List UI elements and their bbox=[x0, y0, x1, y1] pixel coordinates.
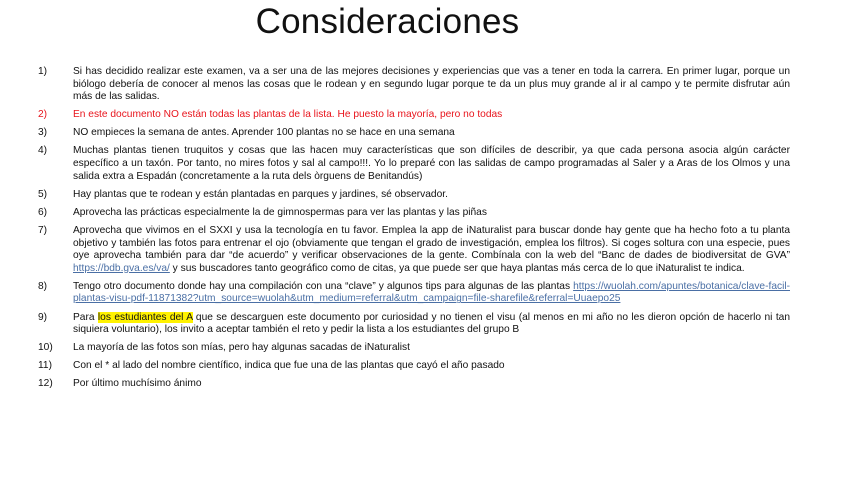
list-item bbox=[38, 189, 790, 202]
list-item bbox=[38, 225, 790, 275]
considerations-list bbox=[38, 66, 790, 396]
item-number: 1) bbox=[38, 66, 48, 77]
item-text: Hay plantas que te rodean y están plantadas en parques y jardines, sé observador. bbox=[73, 188, 448, 200]
item-number: 7) bbox=[38, 224, 48, 236]
list-item bbox=[38, 145, 790, 183]
item-text: Aprovecha las prácticas especialmente la de gimnospermas para ver las plantas y las piñas bbox=[73, 206, 487, 218]
list-item-warning bbox=[38, 109, 790, 122]
item-text: Por último muchísimo ánimo bbox=[73, 378, 202, 390]
list-item bbox=[38, 207, 790, 220]
item-text-part: Para bbox=[73, 311, 98, 323]
list-item bbox=[38, 127, 790, 140]
item-number: 3) bbox=[38, 127, 48, 139]
item-text bbox=[73, 312, 790, 337]
item-number: 8) bbox=[38, 280, 48, 292]
page-title: Consideraciones bbox=[255, 2, 520, 41]
list-item bbox=[38, 66, 790, 104]
item-text: En este documento NO están todas las plantas de la lista. He puesto la mayoría, pero no todas bbox=[73, 109, 503, 121]
item-text: Con el * al lado del nombre científico, indica que fue una de las plantas que cayó el año pasado bbox=[73, 360, 505, 372]
item-number: 10) bbox=[38, 342, 53, 354]
item-number: 11) bbox=[38, 360, 52, 372]
wuolah-link[interactable]: https://wuolah.com/apuntes/botanica/clave-facil-plantas-visu-pdf-11871382?utm_source=wuolah&utm_medium=referral&utm_campaign=file-sharefile&referral=Uuaepo25 bbox=[73, 280, 790, 305]
item-number: 12) bbox=[38, 378, 53, 390]
item-text-part: Aprovecha que vivimos en el SXXI y usa la tecnología en tu favor. Emplea la app de iNaturalist para buscar donde hay gente que ha hecho foto a tu planta objetivo y también las fotos para entrenar el ojo (obviamente que tengan el grado de investigación, emplea los filtros). Si coges soltura con una especie, pues oye aprovecha también para dar “de acuerdo” y verificar observaciones de la gente. Combínala con la web del “Banc de dades de biodiversitat de GVA” bbox=[73, 224, 790, 262]
item-text bbox=[73, 225, 790, 275]
highlighted-text: los estudiantes del A bbox=[97, 311, 193, 323]
item-text: Si has decidido realizar este examen, va a ser una de las mejores decisiones y experiencias que vas a tener en toda la carrera. En primer lugar, porque un biólogo debería de conocer al menos las cosas que le rodean y en segundo lugar porque te da un plus muy grande al ir al campo y te permite disfrutar aún más de las salidas. bbox=[73, 66, 790, 103]
item-text: Muchas plantas tienen truquitos y cosas que las hacen muy características que son difíciles de describir, ya que cada persona asocia algún carácter específico a un taxón. Por tanto, no mires fotos y sal al campo!!!. Yo lo preparé con las salidas de campo programadas al Saler y a Aras de los Olmos y una salida extra a Espadán (concretamente a la ruta dels òrguens de Benitandús) bbox=[73, 145, 790, 182]
list-item bbox=[38, 312, 790, 337]
item-number: 5) bbox=[38, 188, 48, 200]
item-text: NO empieces la semana de antes. Aprender 100 plantas no se hace en una semana bbox=[73, 127, 455, 139]
item-text-part: que se descarguen este documento por curiosidad y no tienen el visu (al menos en mi año no les dieron opción de hacerlo ni tan siquiera voluntario), los invito a aceptar también el reto y pedir la lista a los estudiantes del grupo B bbox=[73, 311, 790, 336]
item-number: 9) bbox=[38, 311, 48, 323]
item-number: 2) bbox=[38, 109, 48, 121]
item-text: La mayoría de las fotos son mías, pero hay algunas sacadas de iNaturalist bbox=[73, 342, 410, 354]
list-item bbox=[38, 342, 790, 355]
item-text-part: Tengo otro documento donde hay una compilación con una “clave” y algunos tips para algunas de las plantas bbox=[73, 280, 574, 292]
list-item bbox=[38, 360, 790, 373]
item-number: 6) bbox=[38, 206, 48, 218]
list-item bbox=[38, 378, 790, 391]
list-item bbox=[38, 281, 790, 306]
item-text bbox=[73, 281, 790, 306]
item-number: 4) bbox=[38, 145, 48, 157]
item-text-part: y sus buscadores tanto geográfico como de citas, ya que puede ser que haya plantas más cerca de lo que iNaturalist te indica. bbox=[169, 262, 745, 274]
bdb-gva-link[interactable]: https://bdb.gva.es/va/ bbox=[73, 262, 170, 274]
